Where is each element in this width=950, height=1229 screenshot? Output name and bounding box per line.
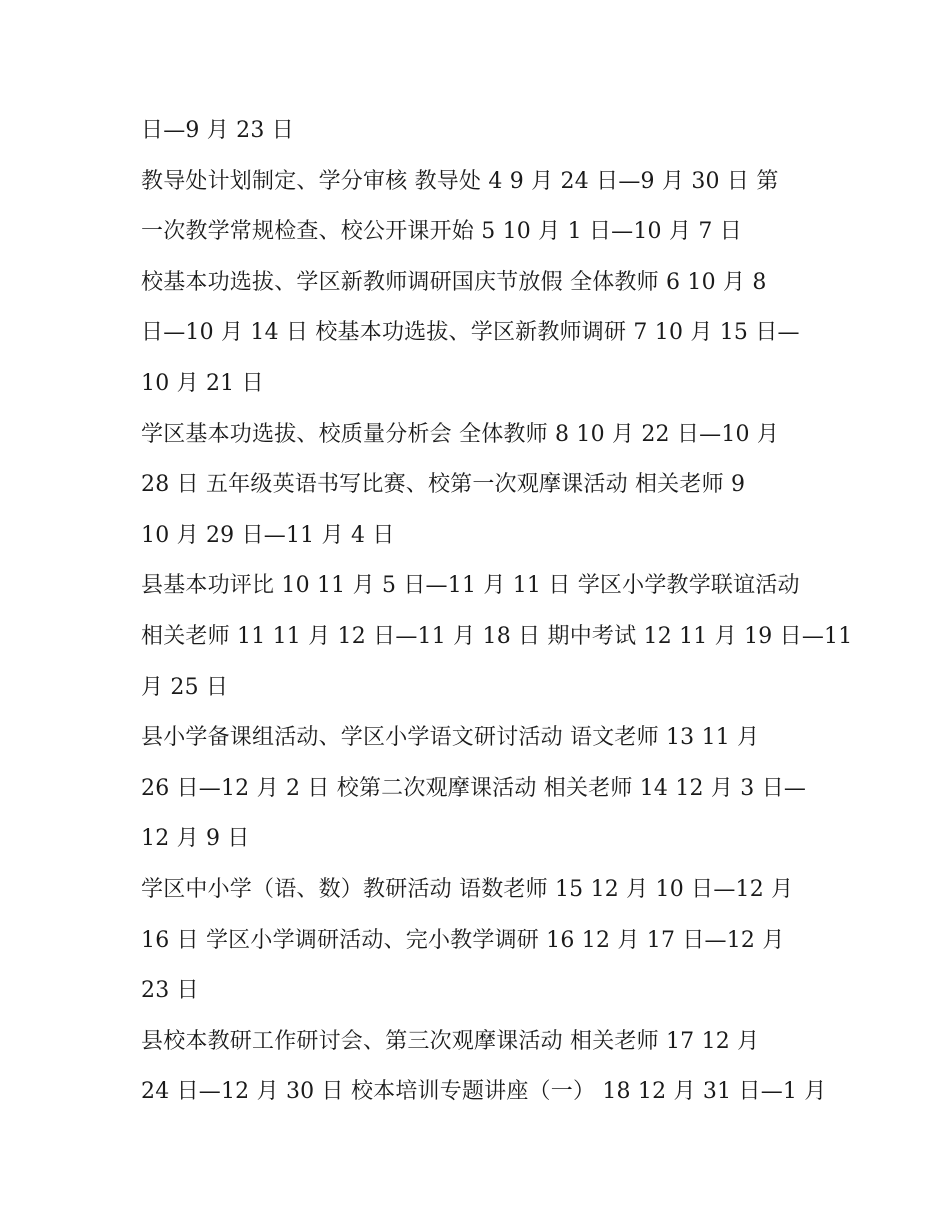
text-line: 16 日 学区小学调研活动、完小教学调研 16 12 月 17 日—12 月 — [141, 927, 785, 953]
text-line: 一次教学常规检查、校公开课开始 5 10 月 1 日—10 月 7 日 — [141, 219, 742, 245]
text-line: 日—10 月 14 日 校基本功选拔、学区新教师调研 7 10 月 15 日— — [141, 320, 800, 346]
text-line: 24 日—12 月 30 日 校本培训专题讲座（一） 18 12 月 31 日—1 月 — [141, 1079, 827, 1105]
text-line: 日—9 月 23 日 — [141, 118, 294, 143]
text-line: 28 日 五年级英语书写比赛、校第一次观摩课活动 相关老师 9 — [141, 472, 746, 498]
text-line: 12 月 9 日 — [141, 826, 250, 852]
text-line: 县校本教研工作研讨会、第三次观摩课活动 相关老师 17 12 月 — [141, 1028, 760, 1054]
document-body — [141, 106, 853, 1118]
text-line: 县小学备课组活动、学区小学语文研讨活动 语文老师 13 11 月 — [141, 725, 760, 751]
text-line: 23 日 — [141, 978, 199, 1004]
text-line: 学区中小学（语、数）教研活动 语数老师 15 12 月 10 日—12 月 — [141, 876, 794, 902]
text-line: 教导处计划制定、学分审核 教导处 4 9 月 24 日—9 月 30 日 第 — [141, 168, 779, 194]
text-line: 10 月 21 日 — [141, 370, 264, 396]
text-line: 校基本功选拔、学区新教师调研国庆节放假 全体教师 6 10 月 8 — [141, 269, 767, 295]
text-line: 相关老师 11 11 月 12 日—11 月 18 日 期中考试 12 11 月 19 日—11 — [141, 623, 853, 649]
text-line: 县基本功评比 10 11 月 5 日—11 月 11 日 学区小学教学联谊活动 — [141, 573, 800, 599]
text-line: 学区基本功选拔、校质量分析会 全体教师 8 10 月 22 日—10 月 — [141, 421, 780, 447]
text-line: 10 月 29 日—11 月 4 日 — [141, 522, 395, 548]
text-line: 月 25 日 — [141, 674, 229, 700]
text-line: 26 日—12 月 2 日 校第二次观摩课活动 相关老师 14 12 月 3 日— — [141, 775, 807, 801]
